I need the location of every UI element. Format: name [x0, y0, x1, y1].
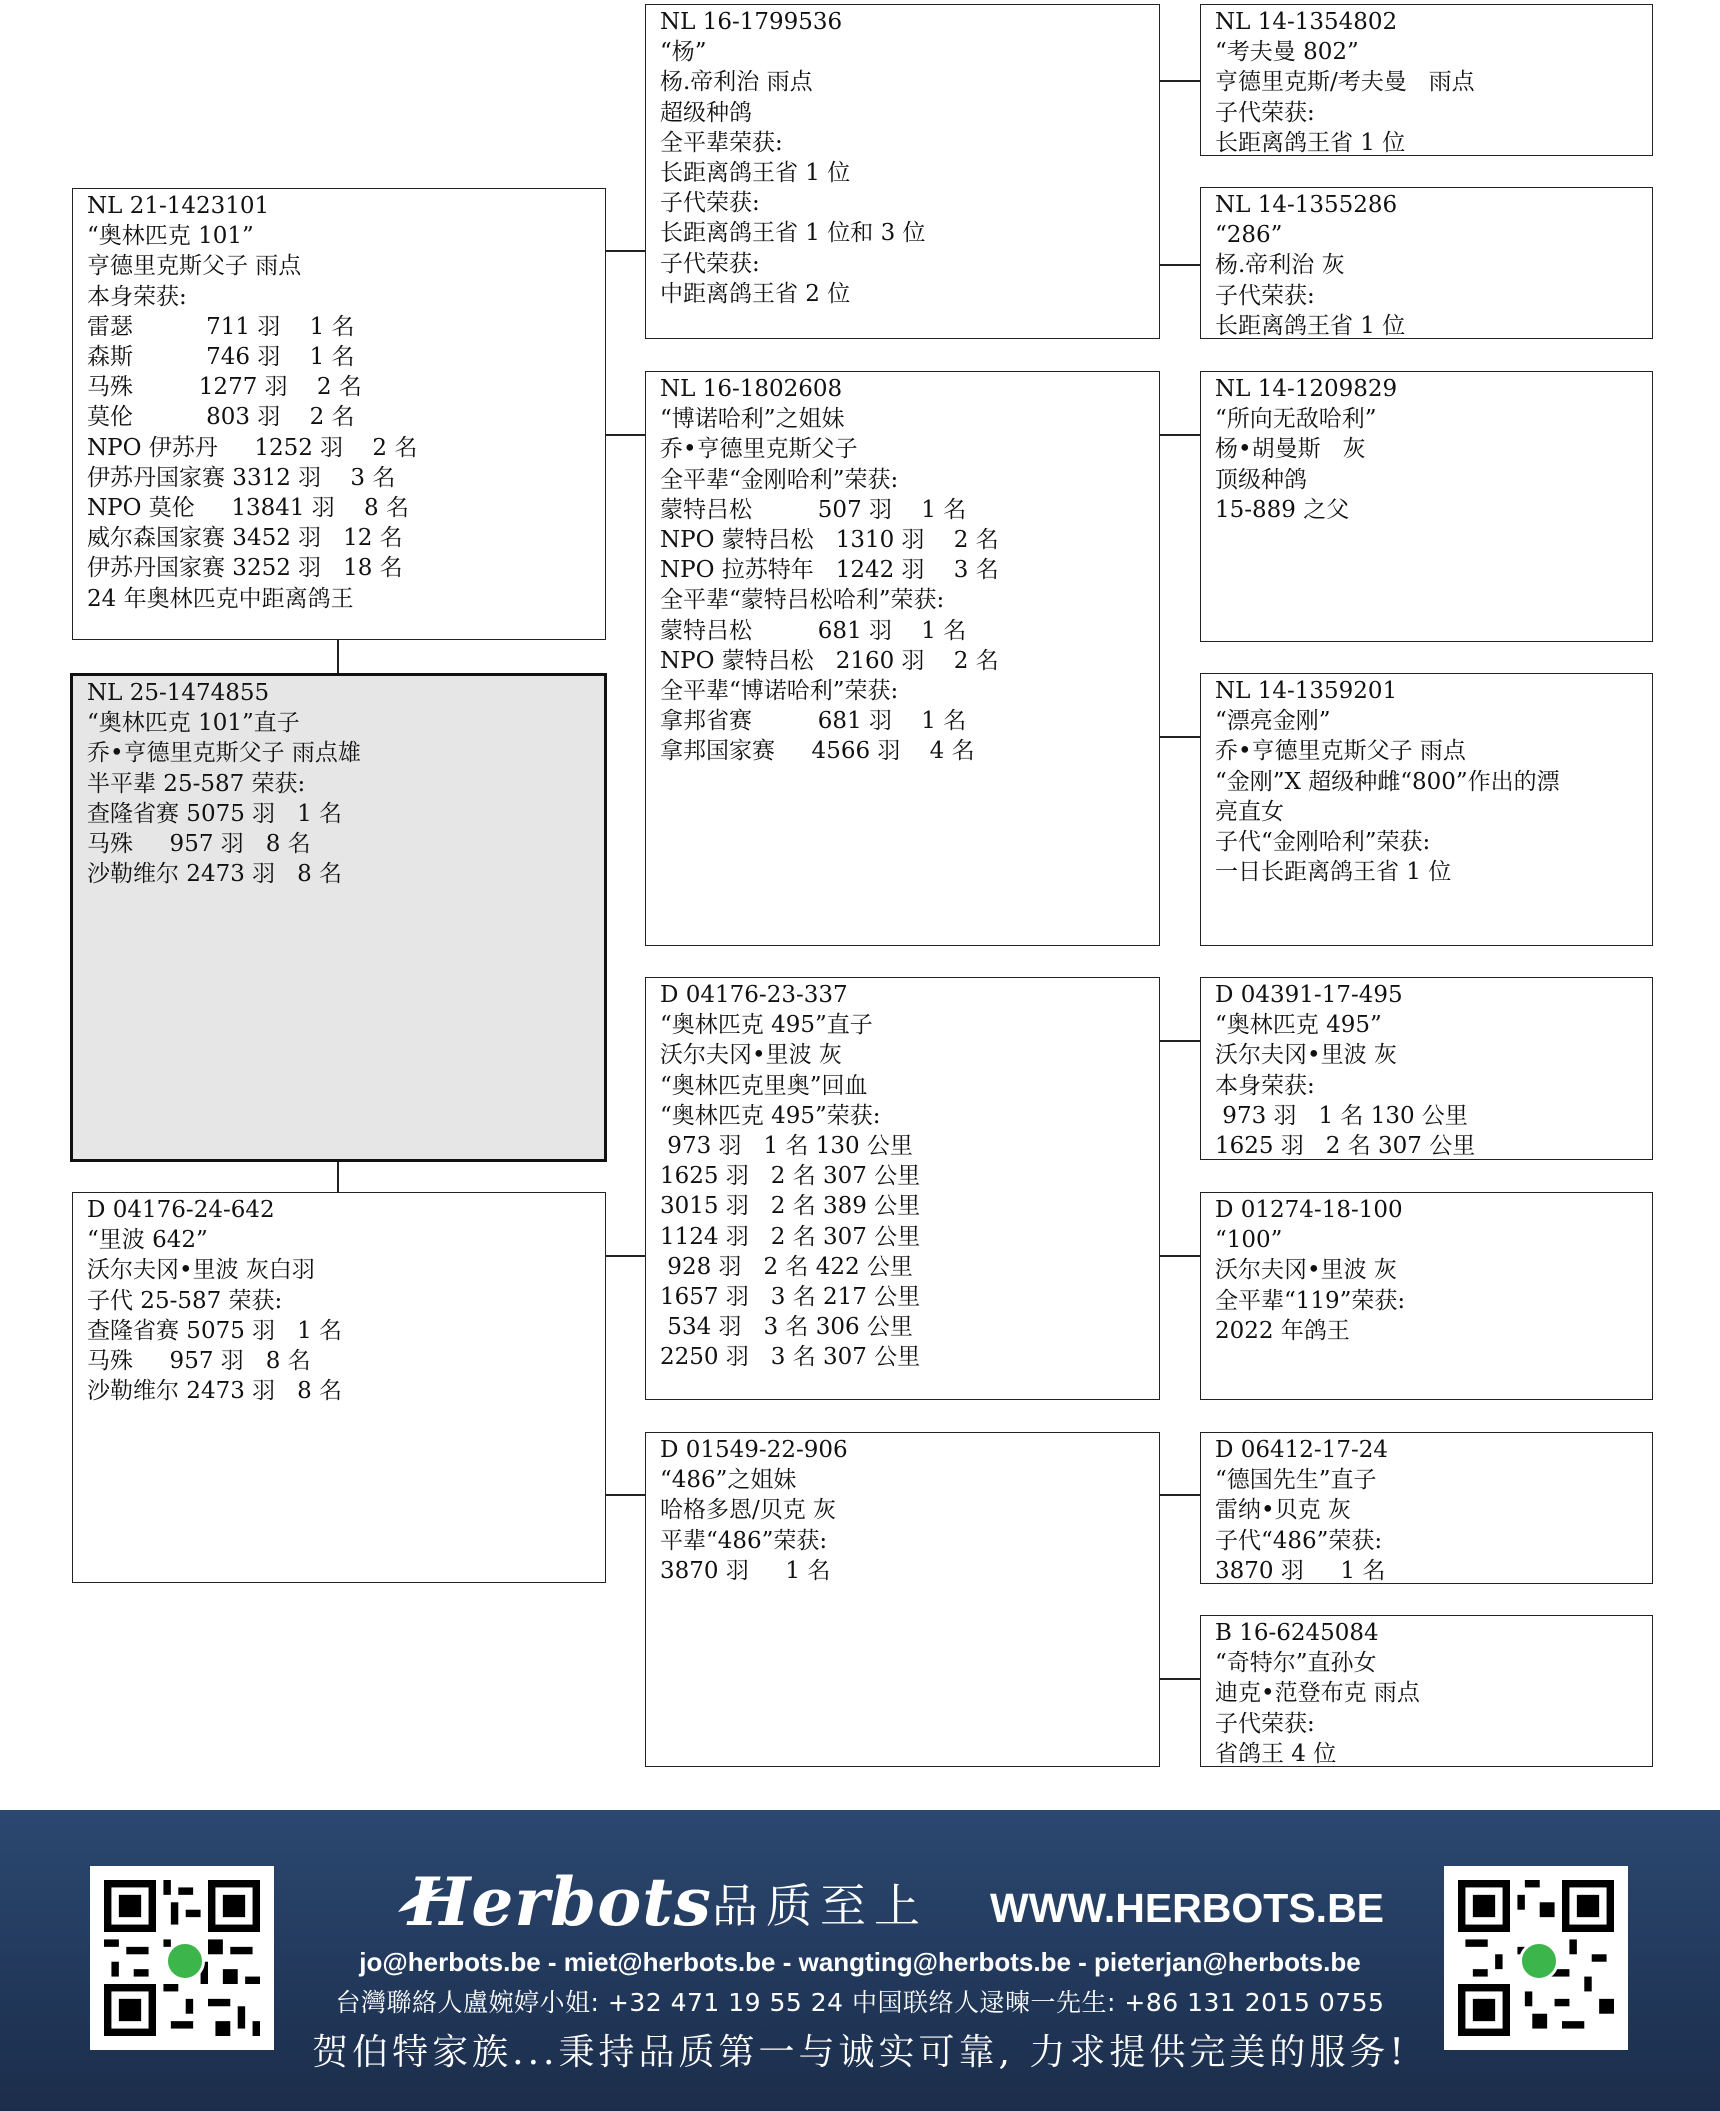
ring-number: NL 16-1799536: [660, 9, 843, 35]
card-line: 省鸽王 4 位: [1215, 1740, 1337, 1767]
card-line: 1625 羽 2 名 307 公里: [660, 1163, 921, 1190]
card-line: 超级种鸽: [660, 99, 752, 126]
ss-dam-card: [1200, 187, 1653, 339]
card-line: 全平辈“金刚哈利”荣获:: [660, 466, 899, 493]
connector: [1160, 264, 1200, 266]
ds-dam-card: [1200, 1192, 1653, 1400]
card-line: 沙勒维尔 2473 羽 8 名: [87, 1378, 343, 1405]
website-link[interactable]: WWW.HERBOTS.BE: [990, 1885, 1385, 1931]
card-line: 沃尔夫冈•里波 灰: [660, 1042, 842, 1069]
card-line: 3870 羽 1 名: [660, 1557, 831, 1584]
connector: [337, 640, 339, 673]
dam-sire-card: [645, 977, 1160, 1400]
card-line: 伊苏丹国家赛 3312 羽 3 名: [87, 464, 396, 491]
connector: [1160, 434, 1200, 436]
card-line: 子代荣获:: [660, 250, 760, 277]
card-line: 杨.帝利治 灰: [1215, 252, 1345, 279]
connector: [337, 1162, 339, 1192]
card-line: 中距离鸽王省 2 位: [660, 280, 851, 307]
card-line: 雷纳•贝克 灰: [1215, 1497, 1351, 1524]
card-line: 15-889 之父: [1215, 496, 1350, 523]
card-line: 半平辈 25-587 荣获:: [87, 770, 306, 797]
dd-sire-card: [1200, 1432, 1653, 1584]
card-line: 1625 羽 2 名 307 公里: [1215, 1133, 1476, 1160]
card-line: 亨德里克斯/考夫曼 雨点: [1215, 69, 1475, 96]
card-line: 1124 羽 2 名 307 公里: [660, 1223, 921, 1250]
ring-number: NL 21-1423101: [87, 193, 270, 219]
card-line: 平辈“486”荣获:: [660, 1527, 828, 1554]
card-line: “奥林匹克 101”: [87, 223, 254, 250]
sire-dam-card: [645, 371, 1160, 946]
card-line: NPO 蒙特吕松 1310 羽 2 名: [660, 527, 999, 554]
ring-number: NL 14-1354802: [1215, 9, 1398, 35]
card-line: “金刚”X 超级种雌“800”作出的漂: [1215, 768, 1560, 795]
motto: 贺伯特家族...秉持品质第一与诚实可靠, 力求提供完美的服务!: [312, 2032, 1408, 2073]
wechat-qr-code[interactable]: [1444, 1866, 1628, 2050]
connector: [1160, 736, 1200, 738]
card-line: 本身荣获:: [87, 283, 187, 310]
card-line: 迪克•范登布克 雨点: [1215, 1680, 1420, 1707]
card-line: “奇特尔”直孙女: [1215, 1650, 1377, 1677]
connector: [1160, 1040, 1200, 1042]
card-line: 顶级种鸽: [1215, 466, 1307, 493]
card-line: 马殊 1277 羽 2 名: [87, 374, 362, 401]
card-line: 沃尔夫冈•里波 灰: [1215, 1257, 1397, 1284]
ring-number: D 04391-17-495: [1215, 982, 1403, 1008]
card-line: 沃尔夫冈•里波 灰白羽: [87, 1257, 315, 1284]
card-line: “考夫曼 802”: [1215, 39, 1359, 66]
ring-number: NL 14-1209829: [1215, 376, 1398, 402]
card-line: 乔•亨德里克斯父子 雨点雄: [87, 740, 361, 767]
subject-card: [70, 673, 607, 1162]
card-line: NPO 蒙特吕松 2160 羽 2 名: [660, 647, 999, 674]
card-line: “奥林匹克 495”直子: [660, 1012, 873, 1039]
card-line: 本身荣获:: [1215, 1072, 1315, 1099]
email-list[interactable]: jo@herbots.be - miet@herbots.be - wangting@herbots.be - pieterjan@herbots.be: [359, 1947, 1361, 1977]
ring-number: D 06412-17-24: [1215, 1437, 1388, 1463]
card-line: 973 羽 1 名 130 公里: [1215, 1102, 1468, 1129]
card-line: “杨”: [660, 39, 707, 66]
connector: [1160, 1494, 1200, 1496]
ring-number: D 04176-24-642: [87, 1197, 275, 1223]
connector: [606, 1255, 645, 1257]
card-line: 子代荣获:: [1215, 99, 1315, 126]
card-line: NPO 拉苏特年 1242 羽 3 名: [660, 557, 999, 584]
card-line: 长距离鸽王省 1 位和 3 位: [660, 220, 926, 247]
card-line: 马殊 957 羽 8 名: [87, 831, 311, 858]
sire-sire-card: [645, 4, 1160, 339]
card-line: “博诺哈利”之姐妹: [660, 406, 845, 433]
card-line: 3870 羽 1 名: [1215, 1557, 1386, 1584]
connector: [606, 1494, 645, 1496]
ds-sire-card: [1200, 977, 1653, 1160]
card-line: 928 羽 2 名 422 公里: [660, 1253, 913, 1280]
connector: [1160, 1678, 1200, 1680]
card-line: “奥林匹克 495”荣获:: [660, 1102, 881, 1129]
footer-banner: [0, 1810, 1720, 2111]
card-line: 哈格多恩/贝克 灰: [660, 1497, 837, 1524]
card-line: “486”之姐妹: [660, 1467, 797, 1494]
card-line: 森斯 746 羽 1 名: [87, 344, 355, 371]
card-line: 拿邦国家赛 4566 羽 4 名: [660, 738, 975, 765]
dd-dam-card: [1200, 1615, 1653, 1767]
card-line: “奥林匹克 495”: [1215, 1012, 1382, 1039]
card-line: 子代 25-587 荣获:: [87, 1287, 283, 1314]
tagline: 品质至上: [712, 1879, 928, 1933]
card-line: 全平辈荣获:: [660, 129, 783, 156]
card-line: 2022 年鸽王: [1215, 1317, 1350, 1344]
card-line: 马殊 957 羽 8 名: [87, 1348, 311, 1375]
card-line: 雷瑟 711 羽 1 名: [87, 313, 355, 340]
card-line: 1657 羽 3 名 217 公里: [660, 1284, 921, 1311]
dam-card: [72, 1192, 606, 1583]
card-line: 子代荣获:: [660, 190, 760, 217]
card-line: 长距离鸽王省 1 位: [660, 160, 851, 187]
connector: [1160, 1255, 1200, 1257]
card-line: 杨•胡曼斯 灰: [1215, 436, 1366, 463]
card-line: 亮直女: [1215, 798, 1284, 825]
card-line: 子代“486”荣获:: [1215, 1527, 1383, 1554]
card-line: NPO 伊苏丹 1252 羽 2 名: [87, 434, 418, 461]
ring-number: NL 14-1359201: [1215, 678, 1398, 704]
card-line: “奥林匹克里奥”回血: [660, 1072, 868, 1099]
ring-number: NL 14-1355286: [1215, 192, 1398, 218]
card-line: 威尔森国家赛 3452 羽 12 名: [87, 525, 403, 552]
card-line: 子代荣获:: [1215, 1710, 1315, 1737]
ring-number: NL 25-1474855: [87, 680, 270, 706]
card-line: 长距离鸽王省 1 位: [1215, 129, 1406, 156]
dam-dam-card: [645, 1432, 1160, 1767]
card-line: “奥林匹克 101”直子: [87, 710, 300, 737]
card-line: 拿邦省赛 681 羽 1 名: [660, 708, 967, 735]
connector: [1160, 80, 1200, 82]
card-line: 534 羽 3 名 306 公里: [660, 1314, 913, 1341]
ss-sire-card: [1200, 4, 1653, 156]
card-line: 亨德里克斯父子 雨点: [87, 253, 302, 280]
card-line: 全平辈“蒙特吕松哈利”荣获:: [660, 587, 945, 614]
card-line: 一日长距离鸽王省 1 位: [1215, 859, 1452, 886]
card-line: 查隆省赛 5075 羽 1 名: [87, 800, 343, 827]
contact-phones: 台灣聯絡人盧婉婷小姐: +32 471 19 55 24 中国联络人逯暕一先生: +86 131 2015 0755: [335, 1988, 1385, 2017]
sire-card: [72, 188, 606, 640]
card-line: “所向无敌哈利”: [1215, 406, 1377, 433]
card-line: 乔•亨德里克斯父子 雨点: [1215, 738, 1466, 765]
card-line: 3015 羽 2 名 389 公里: [660, 1193, 921, 1220]
wechat-icon: [1519, 1941, 1559, 1981]
card-line: 查隆省赛 5075 羽 1 名: [87, 1317, 343, 1344]
card-line: 24 年奥林匹克中距离鸽王: [87, 585, 354, 612]
sd-dam-card: [1200, 673, 1653, 946]
card-line: 沙勒维尔 2473 羽 8 名: [87, 861, 343, 888]
ring-number: D 01549-22-906: [660, 1437, 848, 1463]
ring-number: B 16-6245084: [1215, 1620, 1379, 1646]
ring-number: D 01274-18-100: [1215, 1197, 1403, 1223]
herbots-logo: Herbots: [408, 1863, 712, 1941]
card-line: 蒙特吕松 681 羽 1 名: [660, 617, 967, 644]
sd-sire-card: [1200, 371, 1653, 642]
card-line: 沃尔夫冈•里波 灰: [1215, 1042, 1397, 1069]
card-line: 973 羽 1 名 130 公里: [660, 1133, 913, 1160]
card-line: 全平辈“119”荣获:: [1215, 1287, 1406, 1314]
card-line: “里波 642”: [87, 1227, 208, 1254]
card-line: 伊苏丹国家赛 3252 羽 18 名: [87, 555, 403, 582]
card-line: 杨.帝利治 雨点: [660, 69, 813, 96]
card-line: “100”: [1215, 1227, 1283, 1254]
connector: [606, 434, 645, 436]
card-line: 莫伦 803 羽 2 名: [87, 404, 355, 431]
card-line: 全平辈“博诺哈利”荣获:: [660, 678, 899, 705]
card-line: 子代“金刚哈利”荣获:: [1215, 829, 1431, 856]
connector: [606, 250, 645, 252]
ring-number: NL 16-1802608: [660, 376, 843, 402]
card-line: NPO 莫伦 13841 羽 8 名: [87, 495, 409, 522]
card-line: “漂亮金刚”: [1215, 708, 1331, 735]
card-line: 子代荣获:: [1215, 282, 1315, 309]
card-line: “德国先生”直子: [1215, 1467, 1377, 1494]
card-line: “286”: [1215, 222, 1283, 249]
card-line: 长距离鸽王省 1 位: [1215, 312, 1406, 339]
ring-number: D 04176-23-337: [660, 982, 848, 1008]
card-line: 乔•亨德里克斯父子: [660, 436, 858, 463]
card-line: 蒙特吕松 507 羽 1 名: [660, 496, 967, 523]
card-line: 2250 羽 3 名 307 公里: [660, 1344, 921, 1371]
